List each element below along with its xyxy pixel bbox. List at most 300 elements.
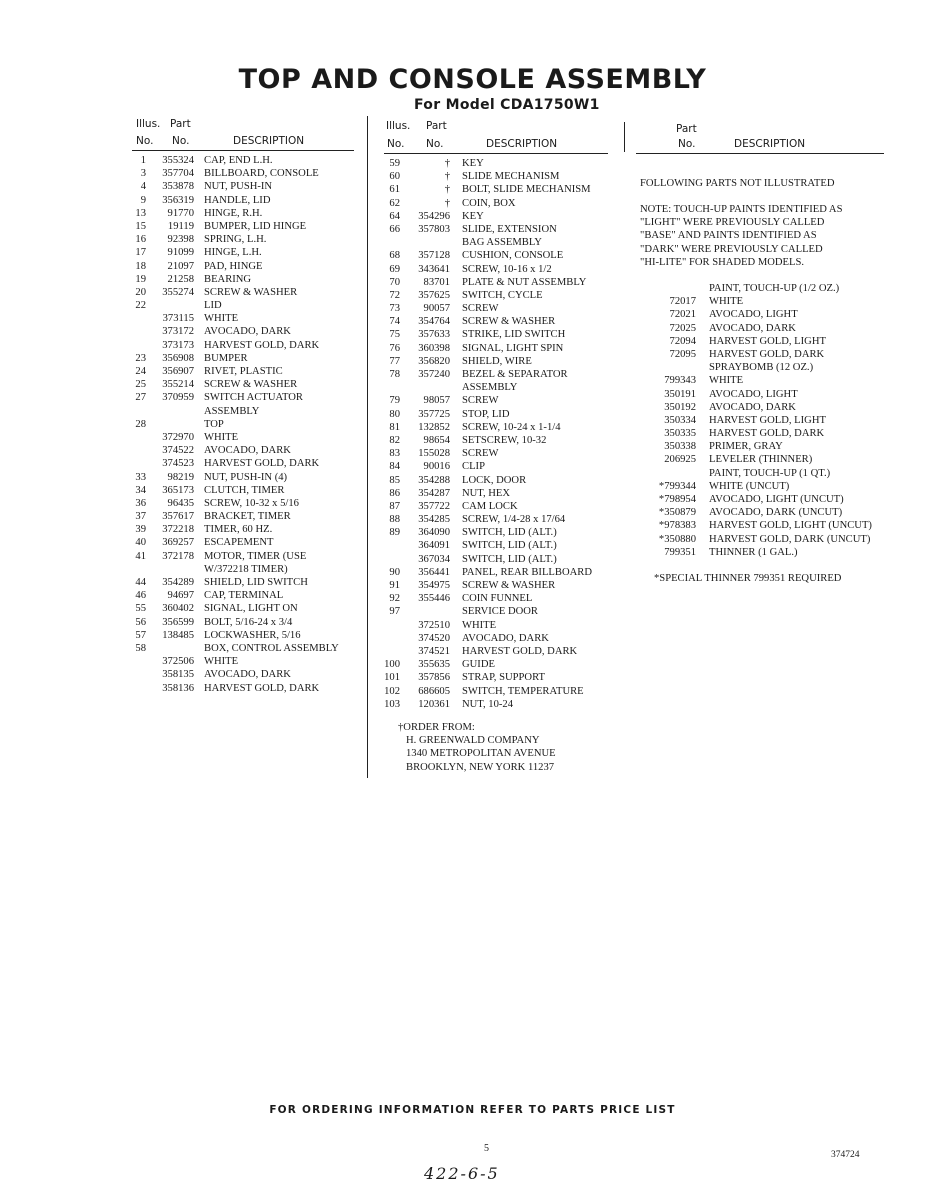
part-number: 358136: [162, 682, 194, 694]
part-description: PRIMER, GRAY: [709, 441, 783, 453]
part-number: 90057: [423, 303, 450, 315]
illus-number: 91: [389, 580, 400, 591]
part-number: 350335: [664, 428, 696, 440]
header-illus-no: No.: [136, 135, 154, 147]
part-row: [636, 374, 896, 387]
part-number: 374521: [418, 645, 450, 657]
illus-number: 83: [389, 448, 400, 460]
part-row: [380, 698, 612, 711]
illus-number: 84: [389, 461, 400, 473]
illus-number: 66: [389, 223, 400, 235]
part-row: [380, 381, 612, 394]
part-description: AVOCADO, DARK: [204, 445, 291, 457]
part-row: [132, 682, 358, 695]
part-description: CLIP: [462, 461, 485, 473]
illus-number: 102: [384, 685, 400, 697]
part-description: PAINT, TOUCH-UP (1 QT.): [709, 467, 831, 479]
header-rule: [636, 153, 884, 154]
part-number: 372970: [162, 431, 194, 443]
part-description: HARVEST GOLD, DARK: [204, 458, 320, 470]
part-description: SCREW: [462, 303, 499, 315]
part-number: 350191: [664, 388, 696, 400]
part-description: BILLBOARD, CONSOLE: [204, 168, 319, 180]
part-number: 357725: [418, 408, 450, 420]
part-number: 96435: [167, 497, 194, 509]
part-row: [380, 605, 612, 618]
header-description: DESCRIPTION: [486, 138, 558, 150]
part-description: SCREW & WASHER: [462, 316, 556, 328]
part-description: PAD, HINGE: [204, 260, 263, 272]
part-row: [132, 550, 358, 563]
part-number: 90016: [423, 461, 450, 473]
part-row: [380, 315, 612, 328]
part-row: [132, 629, 358, 642]
order-from-company: H. GREENWALD COMPANY: [406, 735, 540, 747]
part-description: THINNER (1 GAL.): [709, 546, 798, 558]
part-description: PAINT, TOUCH-UP (1/2 OZ.): [709, 283, 840, 294]
part-row: [132, 378, 358, 391]
part-row: [636, 427, 896, 440]
part-number: †: [444, 184, 450, 196]
part-description: HINGE, R.H.: [204, 207, 263, 219]
part-row: [636, 295, 896, 308]
part-row: [132, 668, 358, 681]
illus-number: 17: [135, 247, 146, 259]
part-description: BUMPER: [204, 352, 248, 364]
illus-number: 37: [135, 511, 146, 523]
part-row: [380, 276, 612, 289]
part-number: 365173: [162, 484, 194, 496]
order-from-city: BROOKLYN, NEW YORK 11237: [406, 761, 555, 773]
part-description: SCREW, 10-16 x 1/2: [462, 263, 552, 275]
part-number: 686605: [418, 685, 450, 697]
part-number: †: [444, 197, 450, 209]
part-description: AVOCADO, LIGHT: [709, 309, 798, 321]
illus-number: 57: [135, 629, 146, 641]
part-number: 357856: [418, 672, 450, 684]
header-illus: Illus.: [386, 120, 411, 132]
part-row: [380, 197, 612, 210]
header-description: DESCRIPTION: [233, 135, 305, 147]
part-number: 367034: [418, 553, 450, 565]
part-row: [636, 480, 896, 493]
part-description: PANEL, REAR BILLBOARD: [462, 566, 592, 578]
part-row: [132, 418, 358, 431]
part-row: [132, 286, 358, 299]
part-number: 354289: [162, 577, 194, 588]
column-divider: [367, 116, 368, 778]
part-description: SIGNAL, LIGHT SPIN: [462, 342, 564, 354]
part-number: 374522: [162, 445, 194, 457]
part-description: WHITE: [204, 313, 239, 325]
part-description: RIVET, PLASTIC: [204, 366, 283, 377]
part-number: 355324: [162, 155, 194, 166]
part-number: 72021: [669, 309, 696, 321]
part-description: CLUTCH, TIMER: [204, 484, 285, 496]
header-illus-no: No.: [387, 138, 405, 150]
illus-number: 79: [389, 395, 400, 407]
part-number: 355214: [162, 379, 194, 391]
part-number: 356599: [162, 616, 194, 628]
illus-number: 69: [389, 263, 400, 275]
part-row: [380, 592, 612, 605]
illus-number: 101: [384, 672, 400, 684]
part-row: [636, 506, 896, 519]
parts-list-column-1: [132, 154, 358, 695]
order-from-note: [398, 721, 556, 774]
part-number: 799343: [664, 375, 696, 387]
part-row: [132, 260, 358, 273]
page-number: 5: [484, 1143, 489, 1154]
part-number: 357617: [162, 511, 194, 523]
part-row: [636, 361, 896, 374]
illus-number: 19: [135, 273, 146, 285]
illus-number: 9: [140, 194, 146, 206]
part-row: [132, 233, 358, 246]
part-description: SPRAYBOMB (12 OZ.): [709, 362, 814, 374]
part-number: 354285: [418, 514, 450, 526]
part-description: AVOCADO, DARK: [709, 322, 796, 334]
page-title: TOP AND CONSOLE ASSEMBLY: [238, 64, 707, 95]
illus-number: 62: [389, 197, 400, 209]
part-description: AVOCADO, DARK (UNCUT): [709, 507, 843, 519]
part-row: [380, 526, 612, 539]
part-number: 155028: [418, 448, 450, 460]
illus-number: 18: [135, 260, 146, 272]
part-row: [132, 602, 358, 615]
illus-number: 86: [389, 487, 400, 499]
part-description: HANDLE, LID: [204, 194, 271, 206]
part-row: [380, 210, 612, 223]
part-row: [380, 539, 612, 552]
part-number: 83701: [423, 276, 450, 288]
part-row: [380, 513, 612, 526]
header-part: Part: [426, 120, 447, 132]
part-number: 357633: [418, 329, 450, 341]
part-number: 350338: [664, 441, 696, 453]
illus-number: 1: [140, 155, 146, 166]
part-description: SERVICE DOOR: [462, 606, 538, 618]
part-number: 360402: [162, 603, 194, 615]
part-row: [636, 348, 896, 361]
part-row: [380, 302, 612, 315]
part-number: 132852: [418, 421, 450, 433]
header-part-no: No.: [172, 135, 190, 147]
part-description: KEY: [462, 158, 484, 169]
part-description: SWITCH ACTUATOR: [204, 392, 303, 404]
part-row: [132, 167, 358, 180]
part-row: [132, 299, 358, 312]
part-description: HARVEST GOLD, DARK: [462, 645, 578, 657]
illus-number: 3: [140, 168, 146, 180]
part-number: 373115: [162, 313, 194, 325]
part-row: [132, 325, 358, 338]
part-description: AVOCADO, DARK: [204, 326, 291, 338]
part-description: AVOCADO, DARK: [204, 669, 291, 681]
handwritten-annotation: 422-6-5: [424, 1164, 500, 1183]
part-description: AVOCADO, DARK: [462, 632, 549, 644]
illus-number: 80: [389, 408, 400, 420]
part-row: [380, 632, 612, 645]
part-number: 372510: [418, 619, 450, 631]
special-thinner-note: *SPECIAL THINNER 799351 REQUIRED: [654, 573, 842, 584]
part-description: ASSEMBLY: [462, 382, 518, 394]
part-row: [380, 685, 612, 698]
part-number: 372506: [162, 656, 194, 668]
part-description: SWITCH, LID (ALT.): [462, 527, 557, 539]
header-illus: Illus.: [136, 118, 161, 130]
illus-number: 61: [389, 184, 400, 196]
part-description: COIN FUNNEL: [462, 593, 533, 605]
part-description: WHITE: [204, 656, 239, 668]
part-description: STRIKE, LID SWITCH: [462, 329, 566, 341]
document-number: 374724: [831, 1150, 860, 1160]
part-description: SCREW: [462, 448, 499, 460]
part-row: [132, 180, 358, 193]
order-from-address: 1340 METROPOLITAN AVENUE: [406, 748, 556, 760]
not-illustrated-heading: FOLLOWING PARTS NOT ILLUSTRATED: [640, 178, 835, 189]
part-number: 350192: [664, 401, 696, 413]
part-number: 72094: [669, 335, 696, 347]
part-description: WHITE: [204, 431, 239, 443]
part-number: 353878: [162, 181, 194, 193]
illus-number: 73: [389, 303, 400, 315]
part-row: [636, 401, 896, 414]
part-row: [636, 546, 896, 559]
part-description: NUT, PUSH-IN (4): [204, 471, 288, 483]
part-description: LOCK, DOOR: [462, 474, 527, 486]
part-number: 799351: [664, 546, 696, 558]
part-number: 356908: [162, 352, 194, 364]
illus-number: 87: [389, 500, 400, 512]
illus-number: 72: [389, 289, 400, 301]
part-description: SLIDE, EXTENSION: [462, 223, 557, 235]
part-row: [380, 487, 612, 500]
illus-number: 92: [389, 593, 400, 605]
illus-number: 78: [389, 369, 400, 380]
part-description: HARVEST GOLD, LIGHT (UNCUT): [709, 520, 872, 532]
part-description: AVOCADO, LIGHT (UNCUT): [709, 494, 844, 505]
part-number: 98057: [423, 395, 450, 407]
part-row: [380, 474, 612, 487]
part-description: HINGE, L.H.: [204, 247, 262, 259]
part-row: [380, 500, 612, 513]
part-number: 120361: [418, 698, 450, 710]
part-row: [380, 223, 612, 236]
part-description: BUMPER, LID HINGE: [204, 220, 307, 232]
part-row: [132, 246, 358, 259]
part-description: PLATE & NUT ASSEMBLY: [462, 276, 587, 288]
part-row: [132, 523, 358, 536]
part-number: 206925: [664, 454, 696, 466]
part-number: 94697: [167, 590, 194, 602]
part-row: [132, 352, 358, 365]
part-row: [132, 510, 358, 523]
header-part: Part: [170, 118, 191, 130]
part-row: [636, 308, 896, 321]
part-row: [380, 566, 612, 579]
part-description: BOLT, 5/16-24 x 3/4: [204, 616, 293, 628]
part-description: BRACKET, TIMER: [204, 511, 291, 523]
part-description: WHITE: [462, 619, 497, 631]
part-row: [132, 497, 358, 510]
part-row: [636, 533, 896, 546]
illus-number: 28: [135, 418, 146, 430]
illus-number: 24: [135, 366, 146, 377]
part-number: *350879: [658, 507, 696, 519]
illus-number: 68: [389, 250, 400, 262]
illus-number: 59: [389, 158, 400, 169]
part-number: 373173: [162, 339, 194, 351]
part-row: [380, 394, 612, 407]
part-description: SWITCH, LID (ALT.): [462, 540, 557, 552]
part-description: SHIELD, LID SWITCH: [204, 577, 308, 588]
part-row: [132, 616, 358, 629]
part-description: CAP, END L.H.: [204, 155, 273, 166]
part-description: SCREW: [462, 395, 499, 407]
part-row: [132, 339, 358, 352]
part-number: 21097: [167, 260, 194, 272]
illus-number: 23: [135, 352, 146, 364]
part-number: 357128: [418, 250, 450, 262]
part-description: KEY: [462, 210, 484, 222]
part-row: [132, 391, 358, 404]
part-row: [636, 322, 896, 335]
part-row: [636, 414, 896, 427]
part-description: STRAP, SUPPORT: [462, 672, 545, 684]
part-row: [380, 263, 612, 276]
part-row: [132, 431, 358, 444]
part-number: 369257: [162, 537, 194, 549]
part-description: CUSHION, CONSOLE: [462, 250, 564, 262]
part-number: 355635: [418, 659, 450, 671]
part-description: BOX, CONTROL ASSEMBLY: [204, 642, 339, 654]
part-number: 364091: [418, 540, 450, 552]
part-description: SPRING, L.H.: [204, 234, 267, 246]
part-row: [132, 405, 358, 418]
part-row: [132, 563, 358, 576]
part-row: [636, 467, 896, 480]
part-number: 357625: [418, 289, 450, 301]
illus-number: 46: [135, 590, 146, 602]
illus-number: 56: [135, 616, 146, 628]
part-row: [636, 388, 896, 401]
part-number: 357240: [418, 369, 450, 380]
part-description: NUT, PUSH-IN: [204, 181, 273, 193]
illus-number: 33: [135, 471, 146, 483]
illus-number: 36: [135, 497, 146, 509]
part-description: SCREW & WASHER: [462, 580, 556, 591]
illus-number: 70: [389, 276, 400, 288]
illus-number: 40: [135, 537, 146, 549]
part-number: 355446: [418, 593, 450, 605]
part-row: [380, 183, 612, 196]
part-description: SHIELD, WIRE: [462, 355, 532, 367]
part-description: W/372218 TIMER): [204, 563, 288, 575]
illus-number: 76: [389, 342, 400, 354]
illus-number: 90: [389, 566, 400, 578]
part-row: [132, 312, 358, 325]
part-number: †: [444, 171, 450, 183]
part-description: HARVEST GOLD, LIGHT: [709, 335, 826, 347]
part-number: 370959: [162, 392, 194, 404]
illus-number: 39: [135, 524, 146, 536]
illus-number: 60: [389, 171, 400, 183]
part-number: *978383: [658, 520, 696, 532]
model-subtitle: For Model CDA1750W1: [414, 97, 600, 113]
part-description: HARVEST GOLD, DARK: [709, 348, 825, 360]
part-description: SCREW & WASHER: [204, 286, 298, 298]
part-row: [636, 519, 896, 532]
part-description: BOLT, SLIDE MECHANISM: [462, 184, 591, 196]
part-row: [132, 220, 358, 233]
part-row: [132, 576, 358, 589]
part-number: 354296: [418, 210, 450, 222]
part-number: 98219: [167, 471, 194, 483]
part-number: 356319: [162, 194, 194, 206]
header-rule: [132, 150, 354, 151]
part-number: 372218: [162, 524, 194, 536]
part-number: 98654: [423, 434, 450, 446]
part-number: 21258: [167, 273, 194, 285]
part-row: [380, 289, 612, 302]
part-description: LEVELER (THINNER): [709, 454, 813, 466]
part-description: BEZEL & SEPARATOR: [462, 369, 568, 380]
part-number: 357722: [418, 500, 450, 512]
part-number: †: [444, 158, 450, 169]
part-row: [380, 355, 612, 368]
note-line: "LIGHT" WERE PREVIOUSLY CALLED: [640, 217, 825, 229]
part-row: [132, 365, 358, 378]
illus-number: 44: [135, 577, 146, 588]
part-row: [380, 408, 612, 421]
part-row: [380, 157, 612, 170]
illus-number: 103: [384, 698, 400, 710]
part-description: SLIDE MECHANISM: [462, 171, 560, 183]
part-number: 343641: [418, 263, 450, 275]
part-number: 19119: [167, 220, 194, 232]
part-row: [380, 434, 612, 447]
part-description: ASSEMBLY: [204, 405, 260, 417]
part-number: 355274: [162, 286, 194, 298]
part-description: MOTOR, TIMER (USE: [204, 550, 307, 562]
part-number: 372178: [162, 550, 194, 562]
part-description: GUIDE: [462, 659, 495, 671]
illus-number: 81: [389, 421, 400, 433]
illus-number: 41: [135, 550, 146, 562]
illus-number: 16: [135, 234, 146, 246]
part-row: [132, 207, 358, 220]
part-row: [132, 484, 358, 497]
order-from-heading: †ORDER FROM:: [398, 722, 475, 733]
column-divider: [624, 122, 625, 152]
illus-number: 4: [140, 181, 146, 193]
part-number: 357704: [162, 168, 194, 180]
part-description: SWITCH, TEMPERATURE: [462, 685, 584, 697]
header-part-no: No.: [678, 138, 696, 150]
illus-number: 75: [389, 329, 400, 341]
part-row: [380, 619, 612, 632]
part-row: [380, 658, 612, 671]
part-description: SWITCH, CYCLE: [462, 289, 543, 301]
part-row: [132, 655, 358, 668]
illus-number: 27: [135, 392, 146, 404]
ordering-footer: FOR ORDERING INFORMATION REFER TO PARTS PRICE LIST: [269, 1104, 676, 1116]
part-number: 374520: [418, 632, 450, 644]
part-number: *798954: [658, 494, 696, 505]
part-row: [132, 194, 358, 207]
part-number: 92398: [167, 234, 194, 246]
